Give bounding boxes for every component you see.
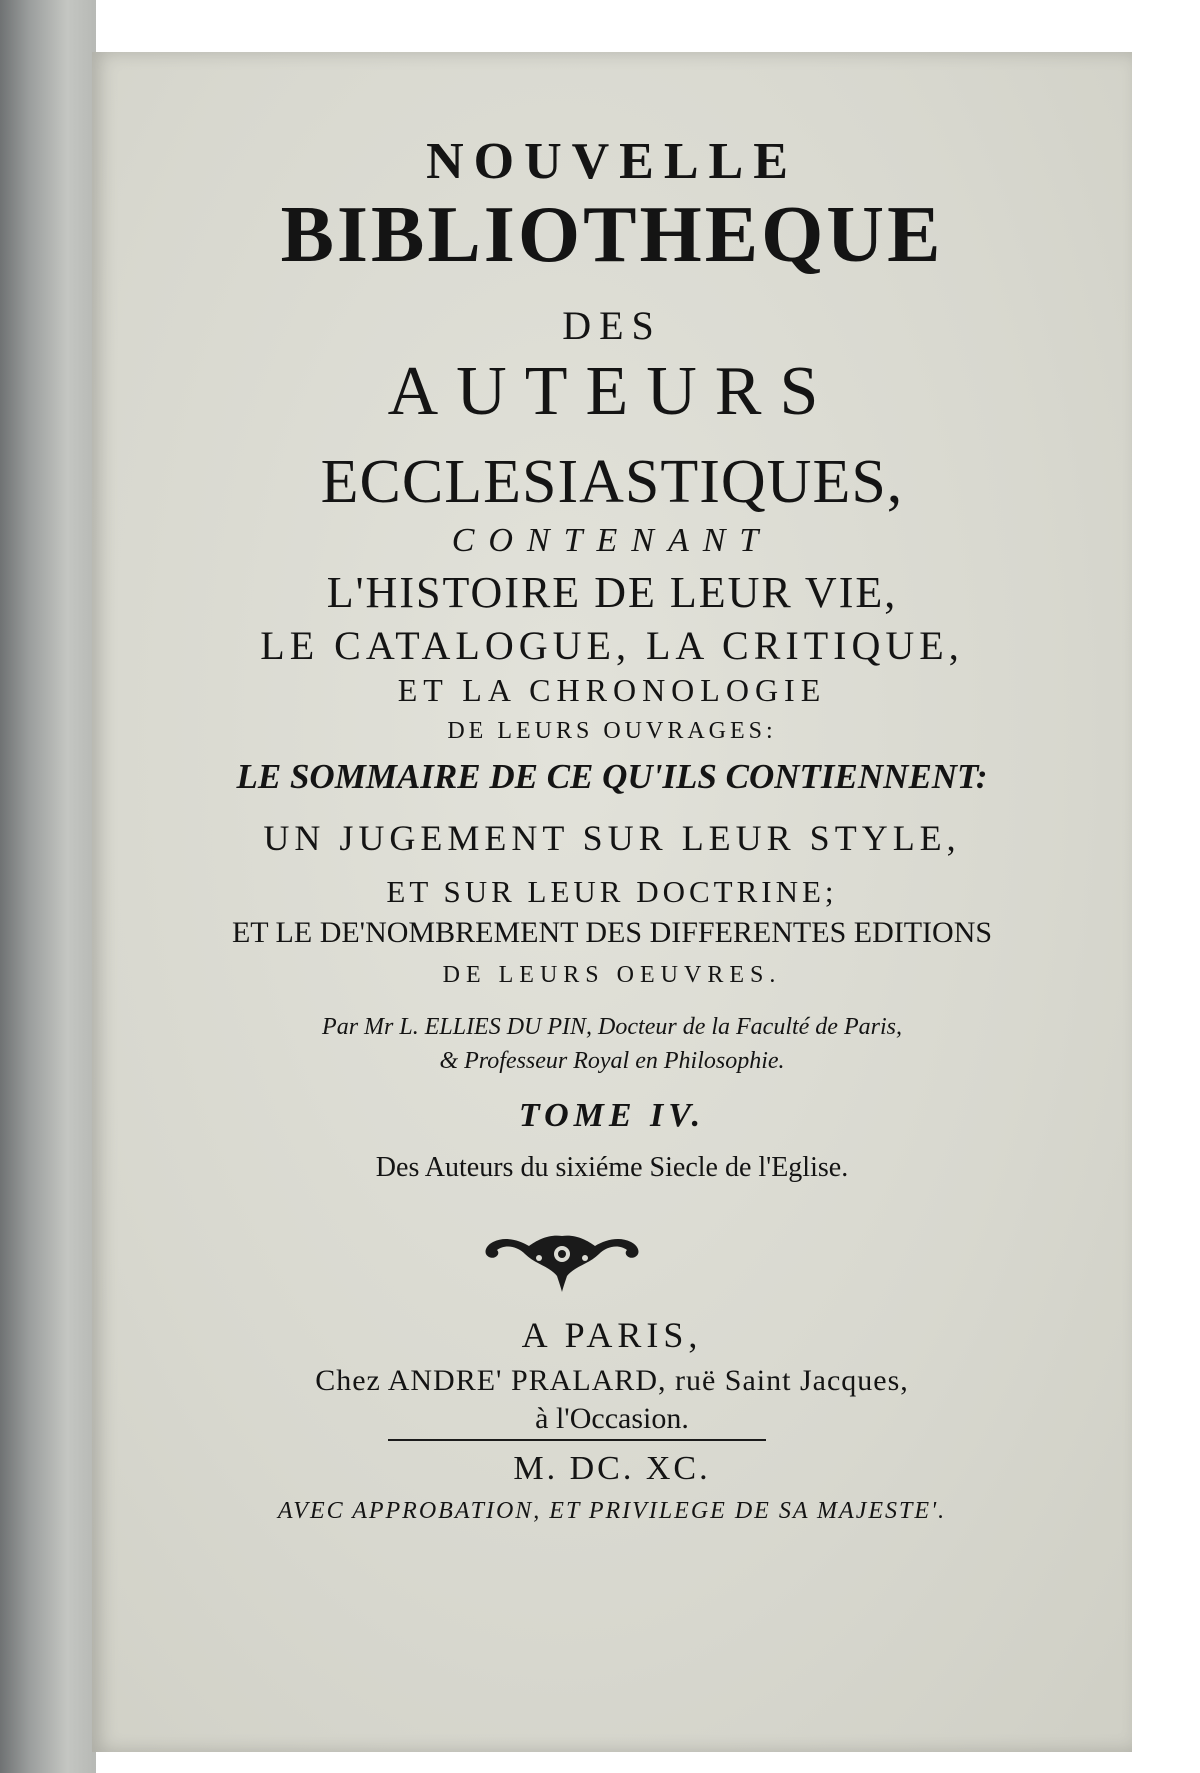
imprint-rule xyxy=(388,1439,766,1441)
title-page xyxy=(92,52,1132,1752)
tome-label: TOME IV. xyxy=(518,1097,706,1134)
fleuron-ornament xyxy=(479,1226,645,1296)
imprint-occasion: à l'Occasion. xyxy=(535,1402,689,1435)
title-line-sommaire: LE SOMMAIRE DE CE QU'ILS CONTIENNENT: xyxy=(236,757,988,796)
title-line-nouvelle: NOUVELLE xyxy=(426,133,798,190)
title-line-catalogue: LE CATALOGUE, LA CRITIQUE, xyxy=(260,623,964,668)
title-line-ouvrages: DE LEURS OUVRAGES: xyxy=(447,718,777,744)
imprint-city: A PARIS, xyxy=(521,1315,703,1355)
title-line-denombrement: ET LE DE'NOMBREMENT DES DIFFERENTES EDITIONS xyxy=(231,916,993,949)
title-line-bibliotheque: BIBLIOTHEQUE xyxy=(280,191,944,279)
title-line-contenant: CONTENANT xyxy=(451,522,773,559)
imprint-date: M. DC. XC. xyxy=(513,1450,711,1487)
title-line-chronologie: ET LA CHRONOLOGIE xyxy=(397,672,827,708)
title-line-oeuvres: DE LEURS OEUVRES. xyxy=(442,962,782,988)
imprint-publisher: Chez ANDRE' PRALARD, ruë Saint Jacques, xyxy=(315,1364,909,1397)
book-spine-edge xyxy=(0,0,96,1773)
author-line-1: Par Mr L. ELLIES DU PIN, Docteur de la Faculté de Paris, xyxy=(322,1014,902,1040)
title-line-ecclesiastiques: ECCLESIASTIQUES, xyxy=(320,448,904,516)
title-line-jugement: UN JUGEMENT SUR LEUR STYLE, xyxy=(263,818,961,858)
privilege-line: AVEC APPROBATION, ET PRIVILEGE DE SA MAJESTE'. xyxy=(277,1498,947,1524)
title-line-histoire: L'HISTOIRE DE LEUR VIE, xyxy=(326,568,898,617)
title-line-doctrine: ET SUR LEUR DOCTRINE; xyxy=(386,874,838,909)
volume-subtitle: Des Auteurs du sixiéme Siecle de l'Eglise. xyxy=(375,1152,849,1183)
author-line-2: & Professeur Royal en Philosophie. xyxy=(439,1048,785,1074)
title-line-auteurs: AUTEURS xyxy=(387,353,837,430)
title-line-des: DES xyxy=(562,303,662,348)
